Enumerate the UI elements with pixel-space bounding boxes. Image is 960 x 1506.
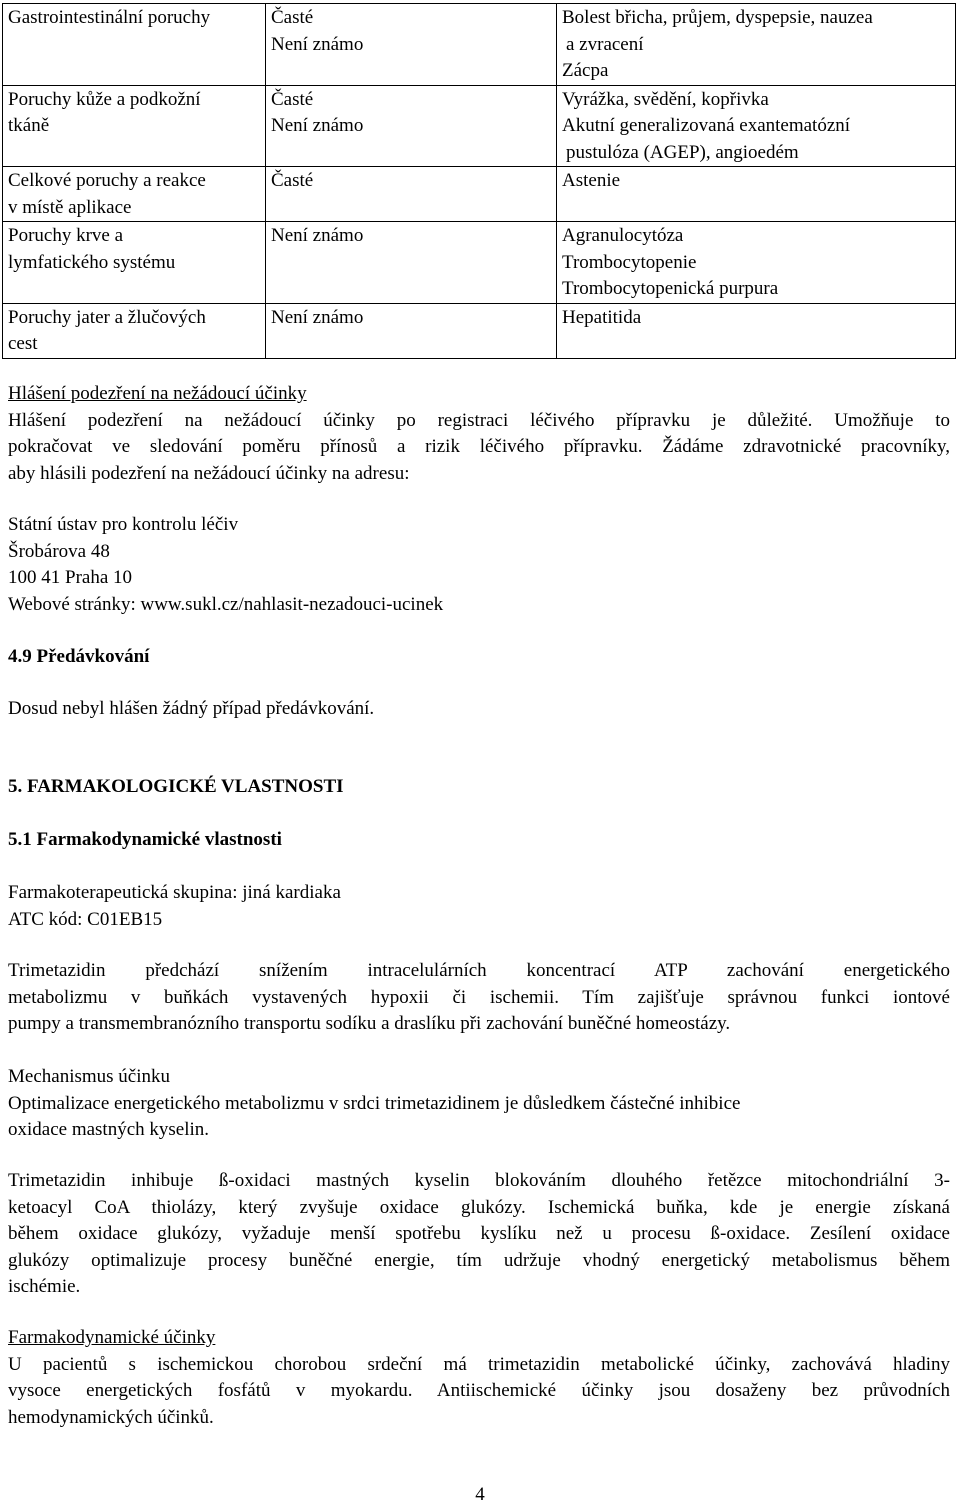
cell-text-line: v místě aplikace <box>8 196 132 218</box>
address-line: Šrobárova 48 <box>8 540 110 562</box>
adverse-effect-cell <box>557 167 956 222</box>
detail-paragraph <box>8 1168 950 1301</box>
effects-section <box>8 1325 950 1431</box>
effects-heading: Farmakodynamické účinky <box>8 1327 216 1348</box>
paragraph-line: Trimetazidin předchází snížením intracelulárních koncentrací ATP zachování energetického <box>8 960 950 981</box>
cell-text-line: Není známo <box>271 115 364 136</box>
table-row <box>3 303 956 358</box>
cell-text-line: Akutní generalizovaná exantematózní <box>562 115 851 136</box>
table-row <box>3 85 956 167</box>
report-line: Hlášení podezření na nežádoucí účinky po registraci léčivého přípravku je důležité. Umožňuje to <box>8 409 950 431</box>
cell-text-line: Trombocytopenická purpura <box>562 278 779 299</box>
paragraph-line: ischémie. <box>8 1276 81 1297</box>
paragraph-line: Trimetazidin inhibuje ß-oxidaci mastných kyselin blokováním dlouhého řetězce mitochondriální 3- <box>8 1170 950 1191</box>
paragraph-line: glukózy optimalizuje procesy buněčné energie, tím udržuje vhodný energetický metabolismus během <box>8 1249 950 1271</box>
frequency-cell <box>266 222 557 304</box>
cell-text-line: Vyrážka, svědění, kopřivka <box>562 88 769 110</box>
cell-text-line: Zácpa <box>562 60 609 81</box>
cell-text-line: a zvracení <box>566 33 644 55</box>
organ-class-cell <box>3 85 266 167</box>
address-block <box>8 512 950 618</box>
paragraph-line: ketoacyl CoA thiolázy, který zvyšuje oxidace glukózy. Ischemická buňka, kde je energie získaná <box>8 1196 950 1218</box>
atc-code: ATC kód: C01EB15 <box>8 908 163 930</box>
overdose-text: Dosud nebyl hlášen žádný případ předávkování. <box>8 698 375 719</box>
cell-text-line: Není známo <box>271 33 364 55</box>
frequency-cell <box>266 167 557 222</box>
frequency-cell <box>266 4 557 86</box>
cell-text-line: Astenie <box>562 170 621 191</box>
cell-text-line: Časté <box>271 88 314 110</box>
cell-text-line: Poruchy kůže a podkožní <box>8 88 201 110</box>
pharmacotherapeutic-group: Farmakoterapeutická skupina: jiná kardiaka <box>8 882 341 903</box>
frequency-cell <box>266 303 557 358</box>
cell-text-line: Gastrointestinální poruchy <box>8 7 211 28</box>
paragraph-line: U pacientů s ischemickou chorobou srdeční má trimetazidin metabolické účinky, zachovává hladiny <box>8 1353 950 1375</box>
paragraph-line: Optimalizace energetického metabolizmu v srdci trimetazidinem je důsledkem částečné inhibice <box>8 1092 741 1114</box>
cell-text-line: Hepatitida <box>562 306 642 328</box>
report-line: pokračovat ve sledování poměru přínosů a rizik léčivého přípravku. Žádáme zdravotnické pracovníky, <box>8 436 950 457</box>
organ-class-cell <box>3 303 266 358</box>
paragraph-line: během oxidace glukózy, vyžaduje menší spotřebu kyslíku než u procesu ß-oxidace. Zesílení oxidace <box>8 1223 950 1244</box>
cell-text-line: Časté <box>271 170 314 191</box>
adverse-effect-cell <box>557 85 956 167</box>
organ-class-cell <box>3 167 266 222</box>
report-section <box>8 381 950 487</box>
pharmacodynamics-subheading: 5.1 Farmakodynamické vlastnosti <box>8 829 282 850</box>
adverse-effect-cell <box>557 303 956 358</box>
report-heading: Hlášení podezření na nežádoucí účinky <box>8 383 307 404</box>
paragraph-line: metabolizmu v buňkách vystavených hypoxii či ischemii. Tím zajišťuje správnou funkci iontové <box>8 986 950 1008</box>
address-line: Státní ústav pro kontrolu léčiv <box>8 514 239 535</box>
cell-text-line: Poruchy krve a <box>8 225 124 246</box>
organ-class-cell <box>3 222 266 304</box>
address-line: Webové stránky: www.sukl.cz/nahlasit-nezadouci-ucinek <box>8 593 444 615</box>
organ-class-cell <box>3 4 266 86</box>
paragraph-line: oxidace mastných kyselin. <box>8 1119 210 1140</box>
address-line: 100 41 Praha 10 <box>8 567 133 588</box>
cell-text-line: lymfatického systému <box>8 251 176 273</box>
mechanism-section <box>8 1064 950 1144</box>
pharmacology-heading: 5. FARMAKOLOGICKÉ VLASTNOSTI <box>8 776 344 797</box>
adverse-effects-table <box>2 3 956 359</box>
cell-text-line: Není známo <box>271 225 364 246</box>
cell-text-line: Bolest břicha, průjem, dyspepsie, nauzea <box>562 7 873 28</box>
table-row <box>3 222 956 304</box>
group-block <box>8 880 950 933</box>
adverse-effect-cell <box>557 222 956 304</box>
cell-text-line: Není známo <box>271 306 364 328</box>
adverse-effect-cell <box>557 4 956 86</box>
cell-text-line: Poruchy jater a žlučových <box>8 306 206 328</box>
mechanism-heading: Mechanismus účinku <box>8 1066 171 1087</box>
cell-text-line: tkáně <box>8 115 50 136</box>
report-line: aby hlásili podezření na nežádoucí účinky na adresu: <box>8 462 410 484</box>
frequency-cell <box>266 85 557 167</box>
table-row <box>3 167 956 222</box>
paragraph-line: hemodynamických účinků. <box>8 1406 214 1428</box>
cell-text-line: Agranulocytóza <box>562 225 684 246</box>
cell-text-line: pustulóza (AGEP), angioedém <box>566 141 799 163</box>
intro-paragraph <box>8 958 950 1038</box>
cell-text-line: Trombocytopenie <box>562 251 697 273</box>
paragraph-line: pumpy a transmembranózního transportu sodíku a draslíku při zachování buněčné homeostázy. <box>8 1013 731 1034</box>
paragraph-line: vysoce energetických fosfátů v myokardu. Antiischemické účinky jsou dosaženy bez průvodních <box>8 1380 950 1401</box>
cell-text-line: cest <box>8 333 38 354</box>
page-number: 4 <box>475 1484 485 1505</box>
table-row <box>3 4 956 86</box>
cell-text-line: Celkové poruchy a reakce <box>8 170 206 191</box>
cell-text-line: Časté <box>271 7 314 28</box>
overdose-heading: 4.9 Předávkování <box>8 646 150 667</box>
